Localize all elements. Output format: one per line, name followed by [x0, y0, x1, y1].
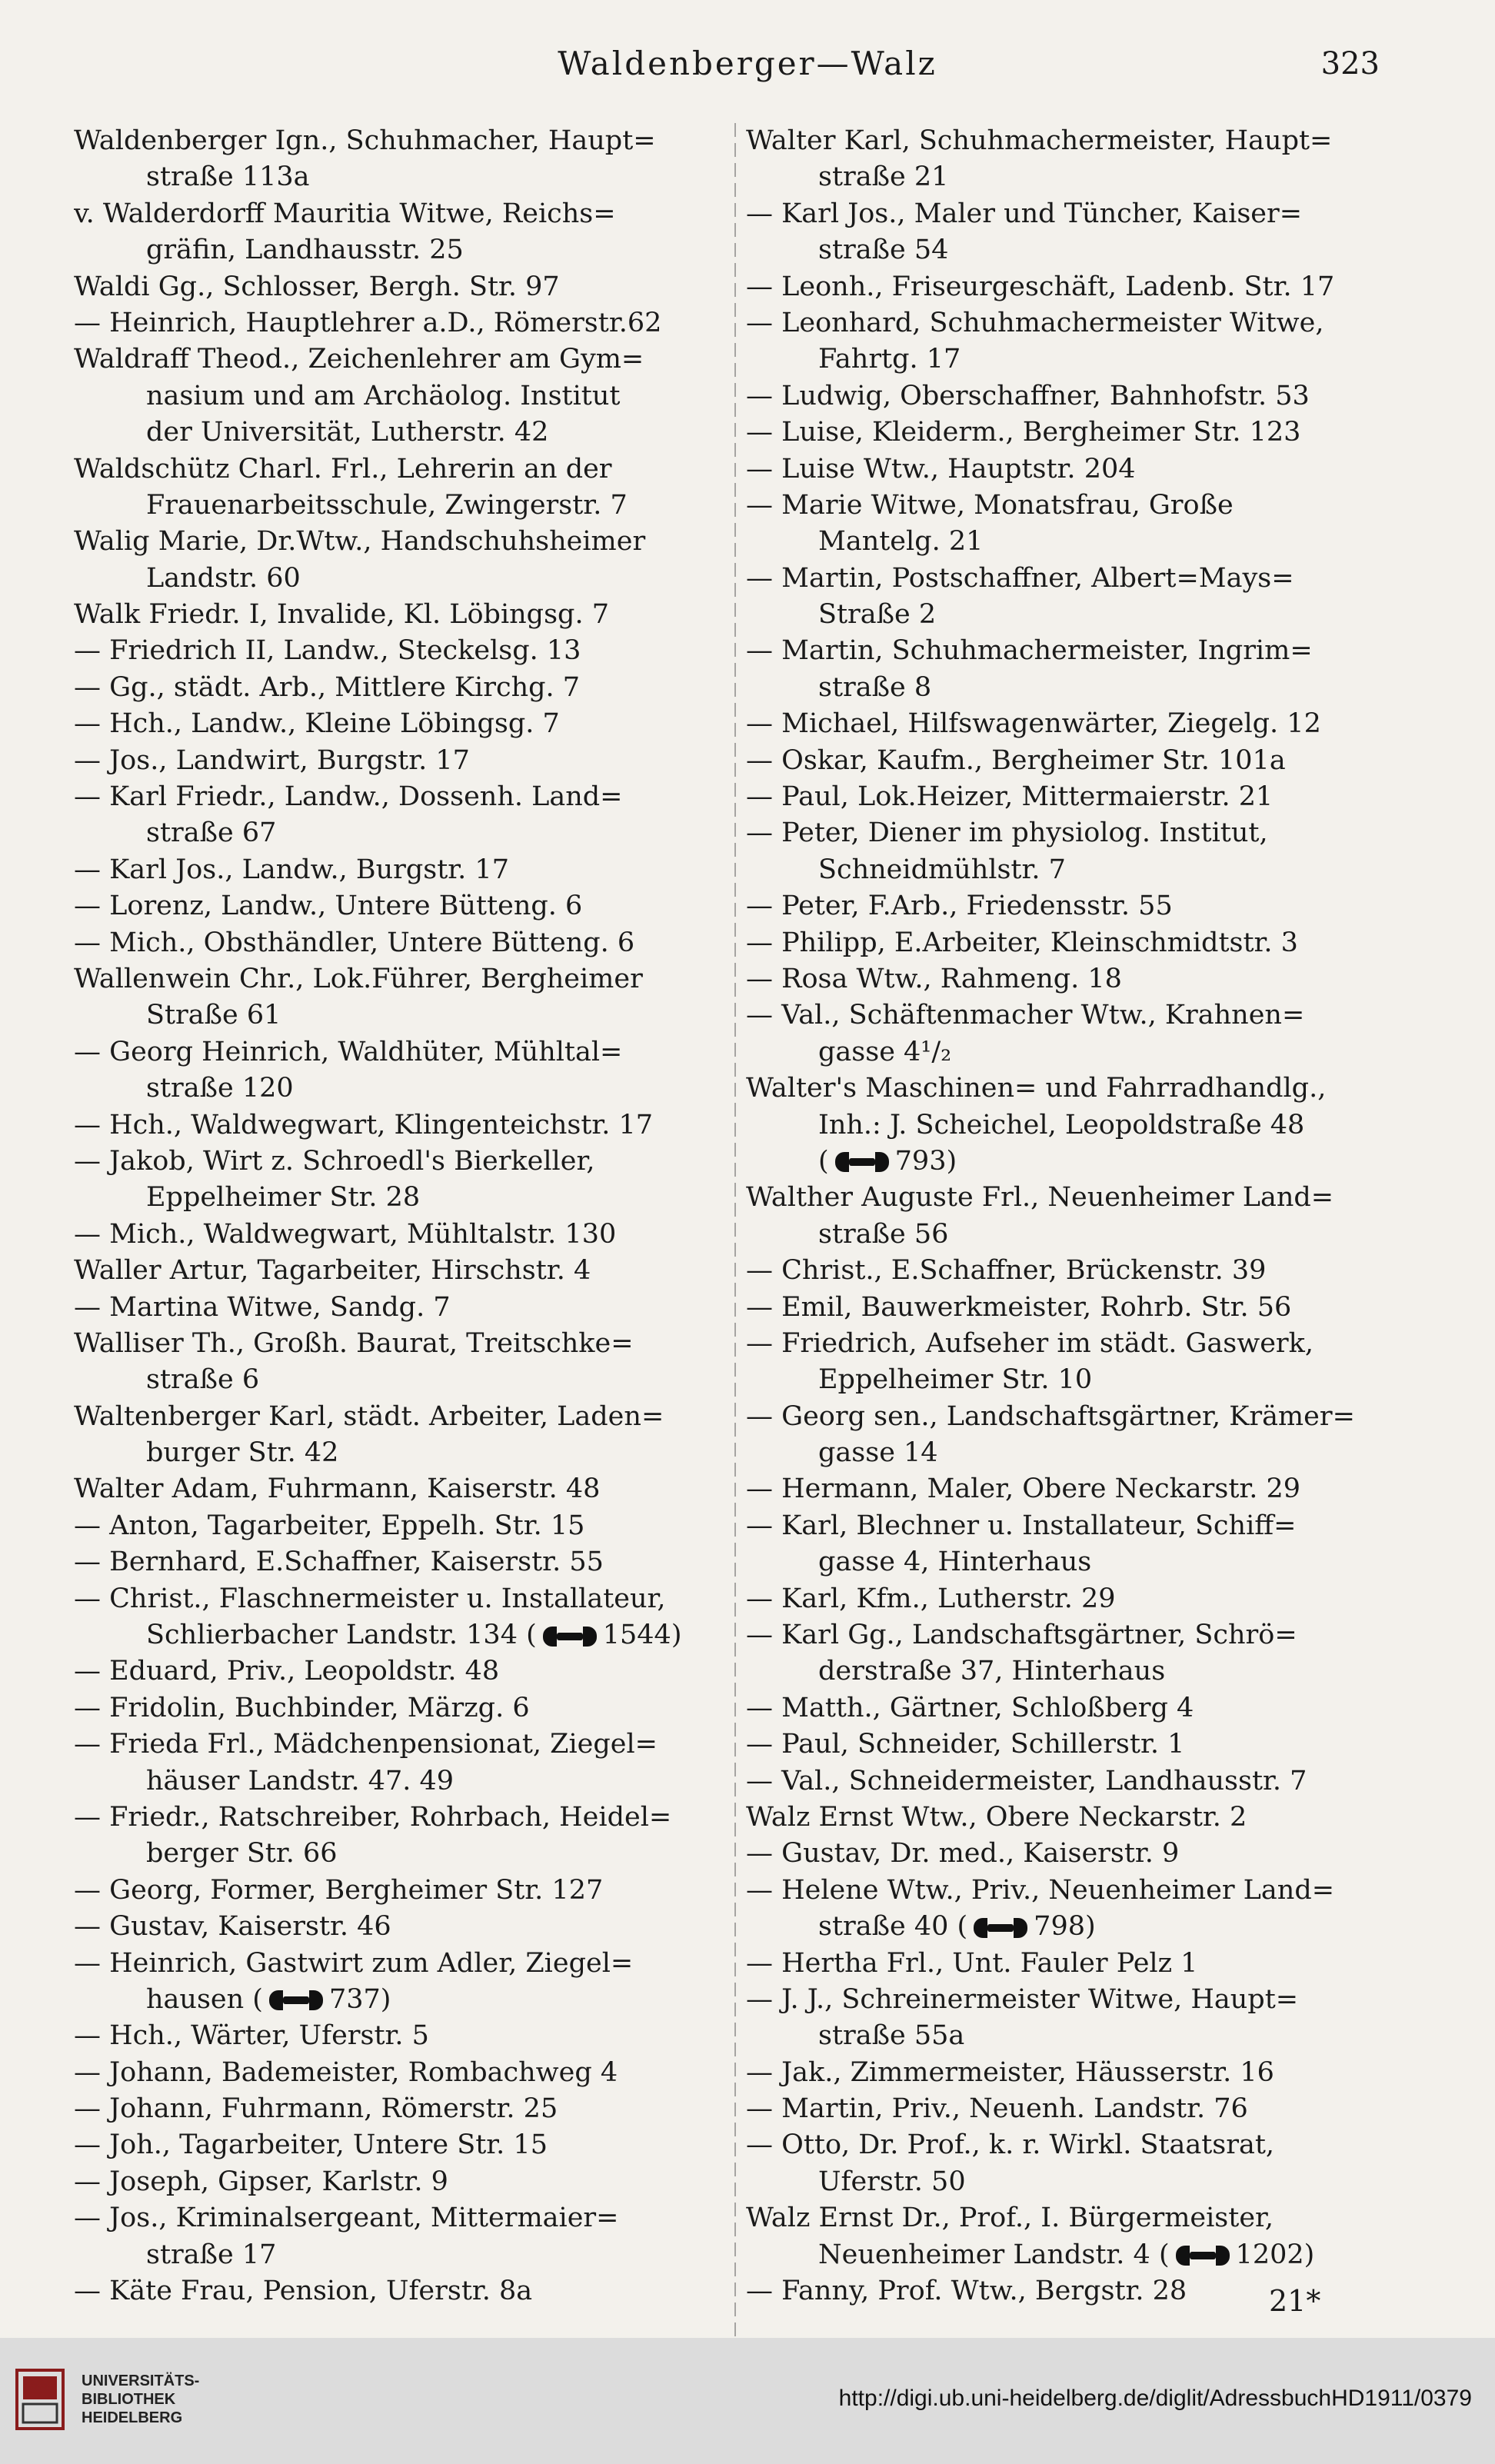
footer-bar — [0, 2338, 1495, 2464]
entry-text: — Eduard, Priv., Leopoldstr. 48 — [74, 1656, 500, 1687]
entry-text: — Martina Witwe, Sandg. 7 — [74, 1291, 451, 1323]
page-header — [0, 31, 1495, 100]
entry-text: — Heinrich, Gastwirt zum Adler, Ziegel= — [74, 1947, 634, 1979]
entry-text: — Hch., Landw., Kleine Löbingsg. 7 — [74, 708, 560, 740]
directory-line — [746, 779, 1393, 815]
entry-text: — Johann, Bademeister, Rombachweg 4 — [74, 2056, 618, 2088]
directory-line — [74, 378, 721, 415]
entry-text: hausen ( — [146, 1983, 263, 2015]
running-title: Waldenberger—Walz — [558, 45, 937, 82]
entry-text: straße 6 — [146, 1364, 260, 1396]
directory-line — [746, 1435, 1393, 1471]
directory-line — [74, 925, 721, 961]
directory-line — [746, 305, 1393, 341]
entry-text: — Frieda Frl., Mädchenpensionat, Ziegel= — [74, 1729, 658, 1760]
directory-line — [74, 1581, 721, 1617]
directory-line — [74, 1253, 721, 1289]
entry-text: Straße 2 — [818, 599, 937, 631]
directory-line — [746, 815, 1393, 851]
directory-line — [746, 1617, 1393, 1653]
entry-text: — Martin, Postschaffner, Albert=Mays= — [746, 562, 1294, 594]
directory-line — [74, 415, 721, 451]
column-divider — [734, 123, 736, 2338]
library-name — [82, 2372, 199, 2427]
entry-text: — Anton, Tagarbeiter, Eppelh. Str. 15 — [74, 1510, 585, 1541]
telephone-icon — [974, 1918, 1027, 1938]
entry-text: straße 55a — [818, 2020, 965, 2052]
entry-text: — Joh., Tagarbeiter, Untere Str. 15 — [74, 2129, 548, 2161]
entry-text: — Hermann, Maler, Obere Neckarstr. 29 — [746, 1473, 1301, 1505]
entry-text: Schneidmühlstr. 7 — [818, 854, 1066, 885]
entry-text: — Leonh., Friseurgeschäft, Ladenb. Str. 17 — [746, 271, 1335, 302]
telephone-number: 1544) — [602, 1620, 682, 1651]
entry-text: nasium und am Archäolog. Institut — [146, 380, 621, 411]
telephone-icon — [835, 1152, 889, 1172]
entry-text: — Christ., E.Schaffner, Brückenstr. 39 — [746, 1255, 1267, 1287]
directory-line — [746, 561, 1393, 597]
entry-text: straße 67 — [146, 817, 277, 849]
entry-text: der Universität, Lutherstr. 42 — [146, 417, 549, 448]
entry-text: — Val., Schneidermeister, Landhausstr. 7 — [746, 1765, 1307, 1796]
entry-text: straße 113a — [146, 161, 310, 193]
entry-text: — Fanny, Prof. Wtw., Bergstr. 28 — [746, 2276, 1187, 2307]
directory-line — [746, 415, 1393, 451]
entry-text: derstraße 37, Hinterhaus — [818, 1656, 1166, 1687]
directory-line — [74, 1836, 721, 1872]
directory-line — [746, 451, 1393, 488]
directory-line — [74, 2237, 721, 2273]
entry-text: — Gg., städt. Arb., Mittlere Kirchg. 7 — [74, 671, 581, 703]
entry-text: Walz Ernst Wtw., Obere Neckarstr. 2 — [746, 1801, 1247, 1833]
page-number: 323 — [1320, 46, 1380, 82]
directory-line — [746, 524, 1393, 560]
directory-line — [746, 1071, 1393, 1107]
telephone-number: 737) — [328, 1983, 391, 2015]
entry-text: gasse 14 — [818, 1437, 938, 1469]
entry-text: — Martin, Priv., Neuenh. Landstr. 76 — [746, 2093, 1248, 2125]
directory-line — [746, 269, 1393, 305]
directory-line — [746, 888, 1393, 924]
directory-line — [74, 561, 721, 597]
entry-text: — Heinrich, Hauptlehrer a.D., Römerstr.62 — [74, 307, 662, 338]
directory-line — [746, 2055, 1393, 2091]
entry-text: Uferstr. 50 — [818, 2166, 966, 2197]
entry-text: straße 40 ( — [818, 1911, 968, 1943]
directory-line — [74, 743, 721, 779]
directory-line — [74, 1399, 721, 1435]
entry-text: Walther Auguste Frl., Neuenheimer Land= — [746, 1182, 1334, 1214]
directory-line — [74, 1435, 721, 1471]
directory-line — [74, 815, 721, 851]
entry-text: ( — [818, 1145, 829, 1177]
entry-text: — Marie Witwe, Monatsfrau, Große — [746, 489, 1234, 521]
directory-line — [74, 597, 721, 633]
directory-line — [74, 1071, 721, 1107]
entry-text: — Jos., Kriminalsergeant, Mittermaier= — [74, 2203, 619, 2234]
entry-text: Waldschütz Charl. Frl., Lehrerin an der — [74, 453, 612, 484]
directory-line — [746, 961, 1393, 997]
entry-text: berger Str. 66 — [146, 1838, 338, 1870]
entry-text: straße 17 — [146, 2239, 277, 2270]
directory-line — [746, 2200, 1393, 2236]
entry-text: — Karl Gg., Landschaftsgärtner, Schrö= — [746, 1620, 1297, 1651]
directory-line — [746, 1653, 1393, 1690]
directory-line — [74, 1508, 721, 1544]
entry-text: — J. J., Schreinermeister Witwe, Haupt= — [746, 1983, 1299, 2015]
directory-line — [74, 159, 721, 195]
entry-text: — Georg sen., Landschaftsgärtner, Krämer= — [746, 1400, 1355, 1432]
directory-line — [74, 341, 721, 378]
entry-text: — Michael, Hilfswagenwärter, Ziegelg. 12 — [746, 708, 1321, 740]
directory-line — [746, 597, 1393, 633]
telephone-number: 798) — [1034, 1911, 1096, 1943]
directory-line — [746, 1544, 1393, 1580]
library-name-line: UNIVERSITÄTS- — [82, 2372, 200, 2389]
entry-text: — Ludwig, Oberschaffner, Bahnhofstr. 53 — [746, 380, 1310, 411]
entry-text: — Georg Heinrich, Waldhüter, Mühltal= — [74, 1036, 623, 1067]
entry-text: — Lorenz, Landw., Untere Bütteng. 6 — [74, 891, 583, 922]
directory-line — [74, 852, 721, 888]
directory-line — [74, 1763, 721, 1800]
directory-line — [746, 1034, 1393, 1071]
directory-line — [74, 1690, 721, 1726]
entry-text: — Luise, Kleiderm., Bergheimer Str. 123 — [746, 417, 1301, 448]
directory-line — [74, 961, 721, 997]
directory-line — [74, 2018, 721, 2054]
entry-text: Mantelg. 21 — [818, 526, 984, 558]
entry-text: Waller Artur, Tagarbeiter, Hirschstr. 4 — [74, 1255, 591, 1287]
entry-text: Inh.: J. Scheichel, Leopoldstraße 48 — [818, 1109, 1305, 1140]
entry-text: — Christ., Flaschnermeister u. Installateur, — [74, 1583, 666, 1614]
entry-text: — Bernhard, E.Schaffner, Kaiserstr. 55 — [74, 1547, 604, 1578]
directory-line — [746, 123, 1393, 159]
directory-line — [746, 1726, 1393, 1763]
directory-line — [74, 1653, 721, 1690]
directory-line — [746, 1763, 1393, 1800]
entry-text: Fahrtg. 17 — [818, 344, 961, 375]
entry-text: Wallenwein Chr., Lok.Führer, Bergheimer — [74, 963, 643, 994]
directory-line — [746, 1290, 1393, 1326]
entry-text: — Jos., Landwirt, Burgstr. 17 — [74, 744, 470, 776]
entry-text: häuser Landstr. 47. 49 — [146, 1765, 454, 1796]
entry-text: Schlierbacher Landstr. 134 ( — [146, 1620, 537, 1651]
telephone-number: 1202) — [1235, 2239, 1315, 2270]
directory-line — [74, 1544, 721, 1580]
entry-text: — Fridolin, Buchbinder, Märzg. 6 — [74, 1692, 530, 1723]
source-url[interactable]: http://digi.ub.uni-heidelberg.de/diglit/AdressbuchHD1911/0379 — [838, 2386, 1472, 2411]
directory-line — [746, 1836, 1393, 1872]
directory-line — [74, 1180, 721, 1216]
entry-text: Walter's Maschinen= und Fahrradhandlg., — [746, 1073, 1327, 1104]
telephone-icon — [1176, 2246, 1230, 2266]
directory-line — [74, 1290, 721, 1326]
directory-line — [74, 196, 721, 232]
entry-text: Landstr. 60 — [146, 562, 301, 594]
entry-text: v. Walderdorff Mauritia Witwe, Reichs= — [74, 198, 616, 229]
directory-line — [74, 670, 721, 706]
directory-line — [74, 269, 721, 305]
entry-text: — Luise Wtw., Hauptstr. 204 — [746, 453, 1136, 484]
directory-line — [746, 670, 1393, 706]
right-column — [746, 123, 1393, 2309]
entry-text: — Hch., Waldwegwart, Klingenteichstr. 17 — [74, 1109, 654, 1140]
directory-line — [746, 232, 1393, 268]
entry-text: Walter Adam, Fuhrmann, Kaiserstr. 48 — [74, 1473, 601, 1505]
directory-line — [74, 1471, 721, 1507]
entry-text: straße 54 — [818, 235, 949, 266]
entry-text: — Georg, Former, Bergheimer Str. 127 — [74, 1874, 604, 1906]
entry-text: Eppelheimer Str. 10 — [818, 1364, 1093, 1396]
directory-line — [746, 341, 1393, 378]
library-logo-icon — [12, 2362, 68, 2436]
entry-text: — Gustav, Kaiserstr. 46 — [74, 1911, 391, 1943]
entry-text: — Karl, Blechner u. Installateur, Schiff= — [746, 1510, 1297, 1541]
directory-line — [74, 1617, 721, 1653]
directory-line — [746, 1471, 1393, 1507]
entry-text: gasse 4, Hinterhaus — [818, 1547, 1092, 1578]
entry-text: — Paul, Schneider, Schillerstr. 1 — [746, 1729, 1185, 1760]
entry-text: — Oskar, Kaufm., Bergheimer Str. 101a — [746, 744, 1286, 776]
directory-line — [74, 1726, 721, 1763]
directory-line — [746, 743, 1393, 779]
directory-line — [74, 2200, 721, 2236]
directory-line — [74, 524, 721, 560]
directory-line — [74, 888, 721, 924]
entry-text: — Hertha Frl., Unt. Fauler Pelz 1 — [746, 1947, 1198, 1979]
directory-line — [74, 633, 721, 669]
directory-line — [74, 1362, 721, 1398]
directory-line — [74, 232, 721, 268]
directory-line — [746, 488, 1393, 524]
entry-text: Eppelheimer Str. 28 — [146, 1182, 421, 1214]
directory-line — [74, 1982, 721, 2018]
entry-text: — Mich., Waldwegwart, Mühltalstr. 130 — [74, 1218, 617, 1250]
directory-line — [74, 706, 721, 742]
directory-line — [746, 1508, 1393, 1544]
directory-line — [74, 1326, 721, 1362]
directory-line — [746, 1180, 1393, 1216]
directory-line — [74, 451, 721, 488]
directory-line — [746, 1946, 1393, 1982]
directory-line — [746, 196, 1393, 232]
directory-line — [74, 2127, 721, 2163]
directory-line — [746, 2127, 1393, 2163]
directory-line — [746, 1581, 1393, 1617]
directory-line — [746, 1399, 1393, 1435]
directory-line — [74, 488, 721, 524]
entry-text: Waldraff Theod., Zeichenlehrer am Gym= — [74, 344, 644, 375]
entry-text: — Martin, Schuhmachermeister, Ingrim= — [746, 635, 1313, 667]
directory-line — [74, 305, 721, 341]
telephone-number: 793) — [894, 1145, 957, 1177]
entry-text: — Karl Jos., Maler und Tüncher, Kaiser= — [746, 198, 1303, 229]
entry-text: — Paul, Lok.Heizer, Mittermaierstr. 21 — [746, 781, 1274, 813]
directory-line — [74, 1946, 721, 1982]
entry-text: straße 8 — [818, 671, 932, 703]
entry-text: — Jak., Zimmermeister, Häusserstr. 16 — [746, 2056, 1274, 2088]
directory-line — [746, 1800, 1393, 1836]
directory-line — [74, 997, 721, 1034]
entry-text: Waldenberger Ign., Schuhmacher, Haupt= — [74, 125, 656, 156]
directory-line — [74, 2164, 721, 2200]
entry-text: — Mich., Obsthändler, Untere Bütteng. 6 — [74, 927, 635, 958]
directory-line — [74, 1909, 721, 1945]
entry-text: — Karl Friedr., Landw., Dossenh. Land= — [74, 781, 623, 813]
entry-text: — Val., Schäftenmacher Wtw., Krahnen= — [746, 1000, 1305, 1031]
entry-text: Walliser Th., Großh. Baurat, Treitschke= — [74, 1327, 634, 1359]
entry-text: — Käte Frau, Pension, Uferstr. 8a — [74, 2276, 533, 2307]
entry-text: Neuenheimer Landstr. 4 ( — [818, 2239, 1170, 2270]
directory-line — [746, 706, 1393, 742]
library-name-line: HEIDELBERG — [82, 2409, 183, 2426]
telephone-icon — [543, 1627, 597, 1647]
directory-line — [746, 1217, 1393, 1253]
entry-text: — Matth., Gärtner, Schloßberg 4 — [746, 1692, 1194, 1723]
entry-text: Frauenarbeitsschule, Zwingerstr. 7 — [146, 489, 628, 521]
entry-text: — Joseph, Gipser, Karlstr. 9 — [74, 2166, 448, 2197]
directory-line — [746, 1690, 1393, 1726]
directory-line — [74, 779, 721, 815]
entry-text: burger Str. 42 — [146, 1437, 339, 1469]
entry-text: — Friedrich, Aufseher im städt. Gaswerk, — [746, 1327, 1314, 1359]
directory-line — [746, 1253, 1393, 1289]
directory-line — [746, 1326, 1393, 1362]
directory-line — [746, 1909, 1393, 1945]
entry-text: — Hch., Wärter, Uferstr. 5 — [74, 2020, 429, 2052]
entry-text: — Peter, F.Arb., Friedensstr. 55 — [746, 891, 1173, 922]
entry-text: Walter Karl, Schuhmachermeister, Haupt= — [746, 125, 1333, 156]
entry-text: Waldi Gg., Schlosser, Bergh. Str. 97 — [74, 271, 560, 302]
entry-text: straße 120 — [146, 1073, 294, 1104]
entry-text: Walz Ernst Dr., Prof., I. Bürgermeister, — [746, 2203, 1274, 2234]
telephone-icon — [269, 1990, 323, 2010]
directory-line — [746, 378, 1393, 415]
entry-text: — Jakob, Wirt z. Schroedl's Bierkeller, — [74, 1145, 595, 1177]
directory-line — [74, 1034, 721, 1071]
directory-line — [746, 852, 1393, 888]
entry-text: gräfin, Landhausstr. 25 — [146, 235, 464, 266]
directory-line — [74, 1217, 721, 1253]
directory-line — [746, 1873, 1393, 1909]
entry-text: — Karl Jos., Landw., Burgstr. 17 — [74, 854, 509, 885]
directory-line — [74, 123, 721, 159]
library-name-line: BIBLIOTHEK — [82, 2391, 176, 2408]
directory-line — [746, 159, 1393, 195]
directory-line — [746, 1144, 1393, 1180]
directory-line — [746, 2091, 1393, 2127]
entry-text: — Helene Wtw., Priv., Neuenheimer Land= — [746, 1874, 1335, 1906]
directory-line — [746, 633, 1393, 669]
entry-text: Walig Marie, Dr.Wtw., Handschuhsheimer — [74, 526, 646, 558]
entry-text: — Friedr., Ratschreiber, Rohrbach, Heidel= — [74, 1801, 672, 1833]
entry-text: — Emil, Bauwerkmeister, Rohrb. Str. 56 — [746, 1291, 1292, 1323]
entry-text: — Peter, Diener im physiolog. Institut, — [746, 817, 1268, 849]
entry-text: — Otto, Dr. Prof., k. r. Wirkl. Staatsrat, — [746, 2129, 1275, 2161]
entry-text: — Philipp, E.Arbeiter, Kleinschmidtstr. 3 — [746, 927, 1298, 958]
directory-line — [746, 2018, 1393, 2054]
entry-text: gasse 4¹/₂ — [818, 1036, 952, 1067]
directory-line — [746, 925, 1393, 961]
directory-line — [746, 1362, 1393, 1398]
directory-line — [746, 2237, 1393, 2273]
directory-line — [74, 1873, 721, 1909]
directory-line — [746, 1982, 1393, 2018]
directory-line — [746, 997, 1393, 1034]
directory-line — [74, 1800, 721, 1836]
left-column — [74, 123, 721, 2309]
entry-text: straße 56 — [818, 1218, 949, 1250]
sheet-signature: 21* — [1269, 2284, 1321, 2318]
entry-text: straße 21 — [818, 161, 949, 193]
directory-line — [74, 1144, 721, 1180]
directory-line — [746, 1107, 1393, 1144]
entry-text: — Friedrich II, Landw., Steckelsg. 13 — [74, 635, 581, 667]
directory-line — [746, 2164, 1393, 2200]
directory-line — [74, 2273, 721, 2309]
directory-line — [74, 2055, 721, 2091]
entry-text: — Gustav, Dr. med., Kaiserstr. 9 — [746, 1838, 1180, 1870]
entry-text: — Karl, Kfm., Lutherstr. 29 — [746, 1583, 1116, 1614]
entry-text: — Leonhard, Schuhmachermeister Witwe, — [746, 307, 1324, 338]
entry-text: Waltenberger Karl, städt. Arbeiter, Laden= — [74, 1400, 664, 1432]
directory-line — [74, 2091, 721, 2127]
entry-text: Straße 61 — [146, 1000, 281, 1031]
directory-line — [74, 1107, 721, 1144]
entry-text: — Rosa Wtw., Rahmeng. 18 — [746, 963, 1122, 994]
entry-text: Walk Friedr. I, Invalide, Kl. Löbingsg. 7 — [74, 599, 609, 631]
entry-text: — Johann, Fuhrmann, Römerstr. 25 — [74, 2093, 558, 2125]
